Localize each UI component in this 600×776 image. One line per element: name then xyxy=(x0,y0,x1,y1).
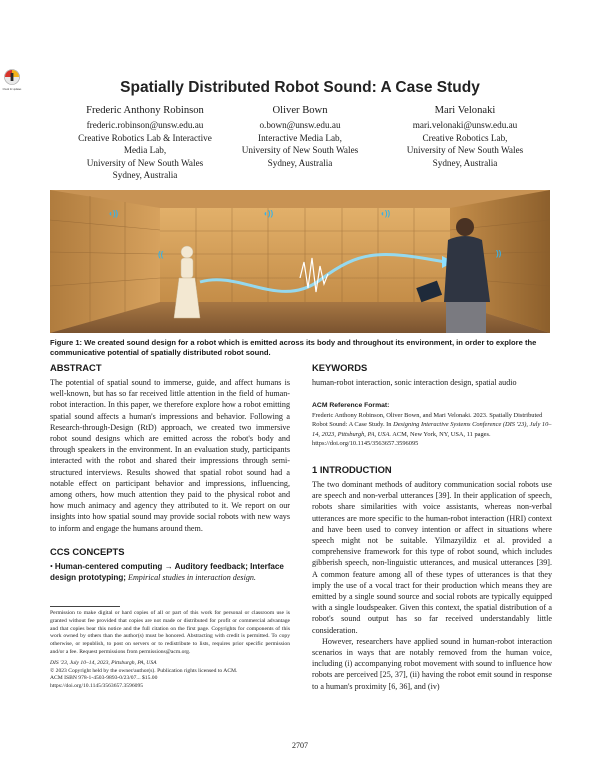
paper-title: Spatially Distributed Robot Sound: A Case Study xyxy=(120,79,480,96)
author-block-1 xyxy=(60,105,230,181)
author-affiliation: Creative Robotics Lab, xyxy=(422,132,508,143)
teaser-figure xyxy=(50,190,550,333)
intro-paragraph-1: The two dominant methods of auditory communication social robots use are speech and non-verbal utterances [39]. In their application of speech, robots share similarities with voice assistants, whereas non-verbal utterances are more specific to the human-robot interaction (HRI) context and have been used to convey intention or affect in situations where speech might not be suitable. Yilmazyildiz et al. provided a comprehensive framework for this type of robot sound, which includes gibberish speech, non-linguistic utterances, and musical utterances [39]. A common feature among all of these types of utterances is that they imply the use of a vocal tract for their production which means they are emitted by a single sound source and social robots are typically equipped with a single loudspeaker. Given this context, the spatial distribution of a robot's sound output has so far received understandably little consideration. xyxy=(312,480,552,635)
left-column xyxy=(50,362,290,583)
permission-footnote xyxy=(50,610,290,691)
author-name: Oliver Bown xyxy=(272,105,328,116)
abstract-text: The potential of spatial sound to immerse, guide, and affect humans is well-known, but has so far received little attention in the field of human-robot interaction. In this paper, we therefore explore how a robot emitting spatial sound affects a human's impressions and behavior. Following a Research-through-Design (RtD) approach, we created two immersive robot sound designs which are emitted across the robot's body and through speakers in the environment. In an evaluation study, participants interacted with the robot and shared their impressions through semi-structured interviews. Results showed that spatial robot sound had a notable effect on participant behavior and impressions, influencing, among others, how much attention they paid to the physical robot and how much animacy and agency they attributed to it. We report on our insights into how spatial sound may provide social robots with new ways to inform and engage the humans around them. xyxy=(50,378,290,533)
footnote-copyright: © 2023 Copyright held by the owner/author(s). Publication rights licensed to ACM. xyxy=(50,667,238,674)
introduction-heading: 1 INTRODUCTION xyxy=(312,464,392,476)
acm-ref-part2: ACM, New York, NY, USA, 11 pages. https://doi.org/10.1145/3563657.3596095 xyxy=(312,430,491,447)
author-affiliation: University of New South Wales xyxy=(86,157,204,168)
intro-paragraph-2: However, researchers have applied sound in human-robot interaction scenarios in ways that are notably removed from the human voice, including (i) accompanying robot movement with sound to influence how robots are perceived [25, 37], (ii) having the robot emit sound in response to a human's proximity [6, 36], and (iv) xyxy=(312,636,552,691)
footnote-divider xyxy=(50,606,120,607)
ccs-concepts: • Human-centered computing → Auditory feedback; Interface design prototyping; Empirical studies in interaction design. xyxy=(50,561,284,582)
right-column xyxy=(312,362,552,692)
author-affiliation: Media Lab, xyxy=(123,145,167,156)
footnote-doi[interactable]: https://doi.org/10.1145/3563657.3596095 xyxy=(50,683,144,690)
footnote-permission: Permission to make digital or hard copies of all or part of this work for personal or classroom use is granted without fee provided that copies are not made or distributed for profit or commercial advantage and that copies bear this notice and the full citation on the first page. Copyrights for components of this work owned by others than the author(s) must be honored. Abstracting with credit is permitted. To copy otherwise, or republish, to post on servers or to redistribute to lists, requires prior specific permission and/or a fee. Request permissions from permissions@acm.org. xyxy=(50,610,290,655)
ccs-bold: Human-centered computing → Auditory feedback; Interface design prototyping; xyxy=(50,561,284,582)
author-affiliation: University of New South Wales xyxy=(241,145,359,156)
keywords-heading: KEYWORDS xyxy=(312,362,368,373)
acm-reference xyxy=(312,411,552,448)
author-affiliation: Creative Robotics Lab & Interactive xyxy=(78,132,212,143)
author-affiliation: Interactive Media Lab, xyxy=(258,132,342,143)
author-block-3 xyxy=(385,105,545,169)
author-affiliation: Sydney, Australia xyxy=(432,157,498,168)
acm-ref-part1: Frederic Anthony Robinson, Oliver Bown, and Mari Velonaki. 2023. Spatially Distributed Robot Sound: A Case Study. In xyxy=(312,412,543,429)
keywords-text: human-robot interaction, sonic interaction design, spatial audio xyxy=(312,378,517,387)
author-block-2 xyxy=(225,105,375,169)
author-affiliation: University of New South Wales xyxy=(406,145,524,156)
svg-text:◖)): ◖)) xyxy=(108,209,119,218)
svg-text:((: (( xyxy=(158,250,164,259)
author-email[interactable]: mari.velonaki@unsw.edu.au xyxy=(412,120,518,131)
ccs-italic: Empirical studies in interaction design. xyxy=(128,572,256,582)
author-affiliation: Sydney, Australia xyxy=(112,170,178,181)
figure-caption: Figure 1: We created sound design for a robot which is emitted across its body and throughout its environment, in order to explore the communicative potential of spatially distributed robot sound. xyxy=(50,338,537,358)
footnote-isbn: ACM ISBN 978-1-4503-9893-0/23/07... $15.00 xyxy=(50,675,158,682)
acm-ref-heading: ACM Reference Format: xyxy=(312,402,390,410)
svg-text:◖)): ◖)) xyxy=(263,209,274,218)
author-email[interactable]: o.bown@unsw.edu.au xyxy=(259,120,341,131)
footnote-venue: DIS '23, July 10–14, 2023, Pittsburgh, PA, USA xyxy=(50,659,157,666)
acm-ref-venue: Designing Interactive Systems Conference (DIS '23), July 10–14, 2023, Pittsburgh, PA, USA. xyxy=(312,421,552,438)
svg-text:◖)): ◖)) xyxy=(380,209,391,218)
author-name: Mari Velonaki xyxy=(434,105,496,116)
author-affiliation: Sydney, Australia xyxy=(267,157,333,168)
badge-label: Check for updates xyxy=(2,89,22,91)
author-email[interactable]: frederic.robinson@unsw.edu.au xyxy=(86,120,204,131)
ccs-heading: CCS CONCEPTS xyxy=(50,545,125,557)
page-number: 2707 xyxy=(292,741,308,750)
check-for-updates-badge[interactable] xyxy=(2,68,22,94)
svg-text:)): )) xyxy=(496,249,502,258)
abstract-heading: ABSTRACT xyxy=(50,362,102,373)
author-name: Frederic Anthony Robinson xyxy=(86,105,204,116)
